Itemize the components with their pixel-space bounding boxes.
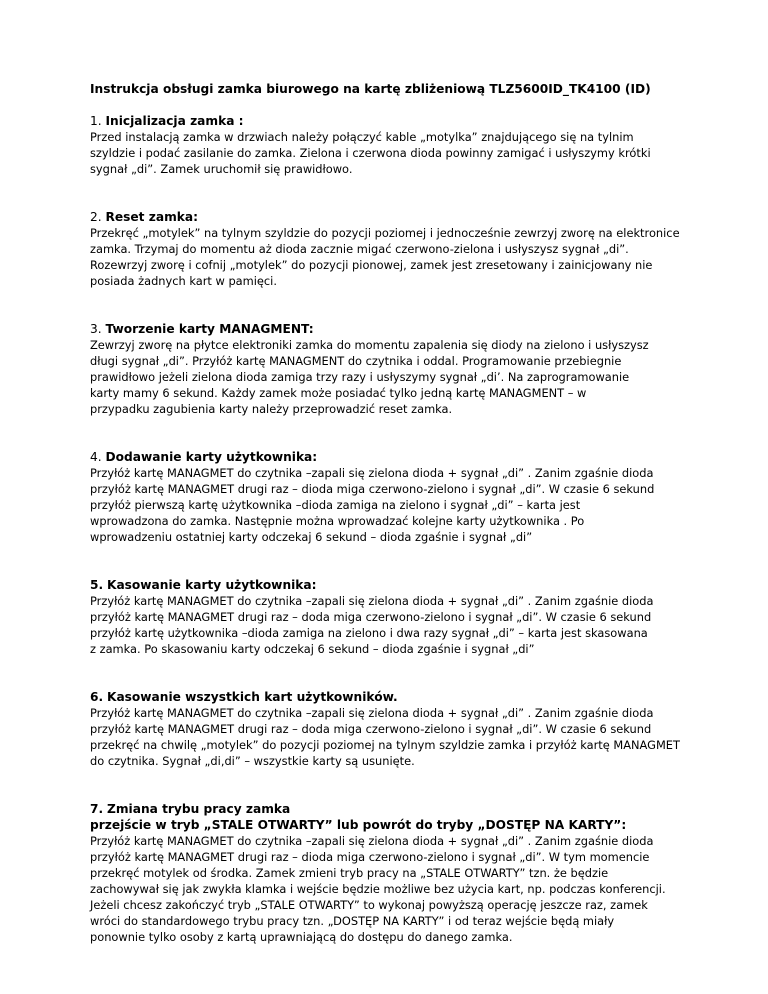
paragraph-line: przekręć na chwilę „motylek” do pozycji poziomej na tylnym szyldzie zamka i przyłóż kartę MANAGMET (90, 738, 680, 752)
paragraph-line: prawidłowo jeżeli zielona dioda zamiga trzy razy i usłyszymy sygnał „di’. Na zaprogramowanie (90, 370, 630, 384)
section-add-user-card (90, 449, 690, 545)
document-title: Instrukcja obsługi zamka biurowego na kartę zbliżeniową TLZ5600ID_TK4100 (ID) (90, 82, 651, 96)
paragraph-line: wprowadzeniu ostatniej karty odczekaj 6 sekund – dioda zgaśnie i sygnał „di” (90, 530, 533, 544)
paragraph-line: Przed instalacją zamka w drzwiach należy połączyć kable „motylka” znajdującego się na tylnim (90, 130, 634, 144)
paragraph-line: Przyłóż kartę MANAGMET do czytnika –zapali się zielona dioda + sygnał „di” . Zanim zgaśnie dioda (90, 466, 654, 480)
section-heading (90, 577, 690, 593)
section-heading (90, 801, 690, 817)
paragraph-line: zachowywał się jak zwykła klamka i wejście będzie możliwe bez użycia kart, np. podczas konferencji. (90, 882, 666, 896)
section-reset (90, 209, 690, 289)
section-change-mode (90, 801, 690, 945)
section-delete-all-cards (90, 689, 690, 769)
paragraph-line: Przekręć „motylek” na tylnym szyldzie do pozycji poziomej i jednocześnie zewrzyj zworę na elektronice (90, 226, 680, 240)
section-number: 7. (90, 802, 104, 816)
paragraph-line: Rozewrzyj zworę i cofnij „motylek” do pozycji pionowej, zamek jest zresetowany i zainicjowany nie (90, 258, 653, 272)
paragraph-line: Przyłóż kartę MANAGMET do czytnika –zapali się zielona dioda + sygnał „di” . Zanim zgaśnie dioda (90, 834, 654, 848)
section-number: 4. (90, 450, 102, 464)
section-title: Tworzenie karty MANAGMENT: (105, 322, 314, 336)
section-number: 1. (90, 114, 102, 128)
spacer (90, 97, 690, 113)
paragraph-line: Przyłóż kartę MANAGMET do czytnika –zapali się zielona dioda + sygnał „di” . Zanim zgaśnie dioda (90, 706, 654, 720)
section-number: 5. (90, 578, 104, 592)
section-heading (90, 209, 690, 225)
paragraph-line: przyłóż kartę MANAGMET drugi raz – dioda miga czerwono-zielono i sygnał „di”. W tym momencie (90, 850, 650, 864)
paragraph-line: szyldzie i podać zasilanie do zamka. Zielona i czerwona dioda powinny zamigać i usłyszymy krótki (90, 146, 651, 160)
section-number: 6. (90, 690, 104, 704)
paragraph-line: Jeżeli chcesz zakończyć tryb „STALE OTWARTY” to wykonaj powyższą operację jeszcze raz, zamek (90, 898, 648, 912)
paragraph-line: z zamka. Po skasowaniu karty odczekaj 6 sekund – dioda zgaśnie i sygnał „di” (90, 642, 535, 656)
paragraph-line: sygnał „di”. Zamek uruchomił się prawidłowo. (90, 162, 353, 176)
spacer (90, 289, 690, 321)
paragraph-line: posiada żadnych kart w pamięci. (90, 274, 277, 288)
section-title: Kasowanie wszystkich kart użytkowników. (107, 690, 398, 704)
paragraph-line: przyłóż pierwszą kartę użytkownika –dioda zamiga na zielono i sygnał „di” – karta jest (90, 498, 581, 512)
section-number: 2. (90, 210, 102, 224)
section-heading (90, 113, 690, 129)
spacer (90, 769, 690, 801)
section-managment-card (90, 321, 690, 417)
paragraph-line: Przyłóż kartę MANAGMET do czytnika –zapali się zielona dioda + sygnał „di” . Zanim zgaśnie dioda (90, 594, 654, 608)
section-title: Inicjalizacja zamka : (105, 114, 244, 128)
paragraph-line: wprowadzona do zamka. Następnie można wprowadzać kolejne karty użytkownika . Po (90, 514, 585, 528)
paragraph-line: przyłóż kartę MANAGMET drugi raz – doda miga czerwono-zielono i sygnał „di”. W czasie 6 sekund (90, 722, 652, 736)
section-heading (90, 449, 690, 465)
spacer (90, 417, 690, 449)
section-initialization (90, 113, 690, 177)
spacer (90, 657, 690, 689)
spacer (90, 545, 690, 577)
section-subheading: przejście w tryb „STALE OTWARTY” lub powrót do tryby „DOSTĘP NA KARTY”: (90, 818, 627, 832)
section-number: 3. (90, 322, 102, 336)
paragraph-line: długi sygnał „di”. Przyłóż kartę MANAGMENT do czytnika i oddal. Programowanie przebiegnie (90, 354, 622, 368)
paragraph-line: ponownie tylko osoby z kartą uprawniającą do dostępu do danego zamka. (90, 930, 513, 944)
paragraph-line: Zewrzyj zworę na płytce elektroniki zamka do momentu zapalenia się diody na zielono i usłyszysz (90, 338, 649, 352)
paragraph-line: przyłóż kartę użytkownika –dioda zamiga na zielono i dwa razy sygnał „di” – karta jest skasowana (90, 626, 648, 640)
document-page (90, 81, 690, 945)
section-title: Zmiana trybu pracy zamka (107, 802, 291, 816)
paragraph-line: przyłóż kartę MANAGMET drugi raz – dioda miga czerwono-zielono i sygnał „di”. W czasie 6 sekund (90, 482, 655, 496)
paragraph-line: wróci do standardowego trybu pracy tzn. „DOSTĘP NA KARTY” i od teraz wejście będą miały (90, 914, 615, 928)
paragraph-line: zamka. Trzymaj do momentu aż dioda zacznie migać czerwono-zielona i usłyszysz sygnał „di”. (90, 242, 629, 256)
section-title: Kasowanie karty użytkownika: (107, 578, 317, 592)
paragraph-line: przekręć motylek od środka. Zamek zmieni tryb pracy na „STALE OTWARTY” tzn. że będzie (90, 866, 609, 880)
section-title: Dodawanie karty użytkownika: (105, 450, 318, 464)
paragraph-line: do czytnika. Sygnał „di,di” – wszystkie karty są usunięte. (90, 754, 415, 768)
paragraph-line: przypadku zagubienia karty należy przeprowadzić reset zamka. (90, 402, 453, 416)
paragraph-line: karty mamy 6 sekund. Każdy zamek może posiadać tylko jedną kartę MANAGMENT – w (90, 386, 587, 400)
spacer (90, 177, 690, 209)
paragraph-line: przyłóż kartę MANAGMET drugi raz – doda miga czerwono-zielono i sygnał „di”. W czasie 6 sekund (90, 610, 652, 624)
section-delete-user-card (90, 577, 690, 657)
section-heading (90, 321, 690, 337)
section-title: Reset zamka: (105, 210, 198, 224)
section-heading (90, 689, 690, 705)
